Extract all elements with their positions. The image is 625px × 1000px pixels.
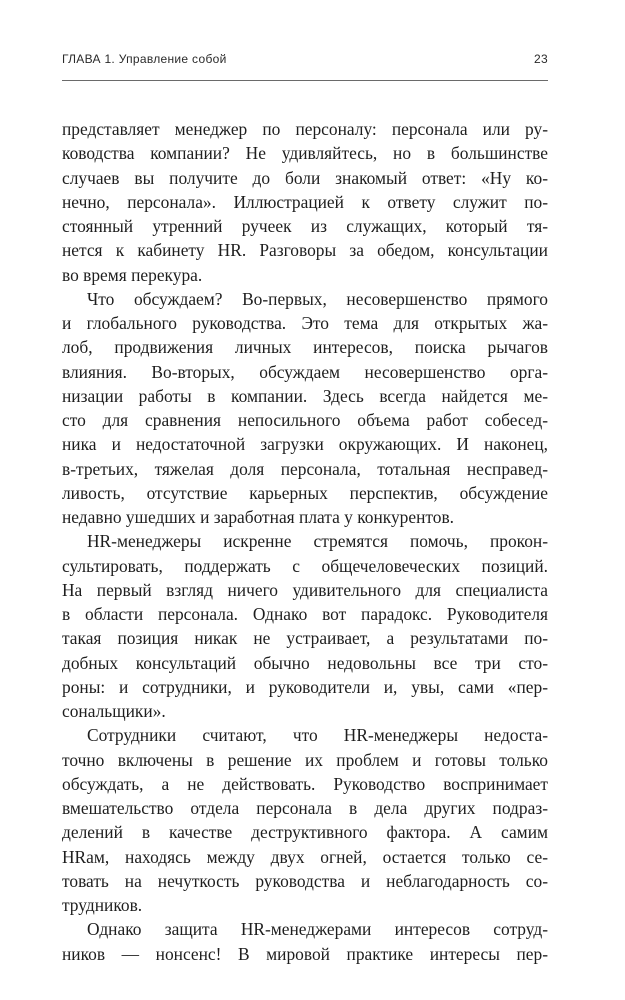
text-line: случаев вы получите до боли знакомый ответ: «Ну ко- xyxy=(62,167,548,188)
text-line: ников — нонсенс! В мировой практике интересы пер- xyxy=(62,943,548,964)
text-line: в области персонала. Однако вот парадокс. Руководителя xyxy=(62,604,548,624)
header-rule xyxy=(62,80,548,81)
text-line: роны: и сотрудники, и руководители и, увы, сами «пер- xyxy=(62,676,548,697)
chapter-title: ГЛАВА 1. Управление собой xyxy=(62,52,227,66)
text-line: ливость, отсутствие карьерных перспектив, обсуждение xyxy=(62,482,548,503)
text-line: нется к кабинету HR. Разговоры за обедом, консультации xyxy=(62,240,548,261)
running-head xyxy=(62,52,548,74)
text-line: такая позиция никак не устраивает, а результатами по- xyxy=(62,628,548,649)
text-line: Сотрудники считают, что HR-менеджеры недоста- xyxy=(87,725,548,746)
text-line: ководства компании? Не удивляйтесь, но в большинстве xyxy=(62,143,548,164)
text-line: точно включены в решение их проблем и готовы только xyxy=(62,749,548,770)
text-line: представляет менеджер по персоналу: персонала или ру- xyxy=(62,119,548,139)
text-line: недавно ушедших и заработная плата у конкурентов. xyxy=(62,507,455,527)
text-line: сультировать, поддержать с общечеловеческих позиций. xyxy=(62,555,548,576)
text-line: Однако защита HR-менеджерами интересов сотруд- xyxy=(87,919,548,940)
text-line: влияния. Во-вторых, обсуждаем несовершенство орга- xyxy=(62,361,548,382)
text-line: товать на нечуткость руководства и неблагодарность со- xyxy=(62,870,548,891)
text-line: лоб, продвижения личных интересов, поиска рычагов xyxy=(62,337,548,358)
text-line: ника и недостаточной загрузки окружающих. И наконец, xyxy=(62,434,548,455)
text-line: нечно, персонала». Иллюстрацией к ответу служит по- xyxy=(62,191,548,212)
text-line: сональщики». xyxy=(62,701,166,721)
text-line: стоянный утренний ручеек из служащих, который тя- xyxy=(62,216,548,236)
text-line: обсуждать, а не действовать. Руководство воспринимает xyxy=(62,773,548,794)
text-line: Что обсуждаем? Во-первых, несовершенство прямого xyxy=(87,288,548,309)
text-line: во время перекура. xyxy=(62,264,203,285)
text-line: делений в качестве деструктивного фактора. А самим xyxy=(62,822,548,843)
text-line: в-третьих, тяжелая доля персонала, тотальная несправед- xyxy=(62,458,548,479)
text-line: добных консультаций обычно недовольны все три сто- xyxy=(62,652,548,673)
text-line: и глобального руководства. Это тема для открытых жа- xyxy=(62,313,548,333)
text-line: вмешательство отдела персонала в дела других подраз- xyxy=(62,798,548,818)
body-text xyxy=(62,117,548,966)
text-line: HRам, находясь между двух огней, остается только се- xyxy=(62,846,548,867)
text-line: На первый взгляд ничего удивительного для специалиста xyxy=(62,579,548,600)
text-line: HR-менеджеры искренне стремятся помочь, прокон- xyxy=(87,531,548,552)
text-line: трудников. xyxy=(62,895,143,915)
text-line: сто для сравнения непосильного объема работ собесед- xyxy=(62,410,548,430)
text-line: низации работы в компании. Здесь всегда найдется ме- xyxy=(62,385,548,406)
page-number: 23 xyxy=(534,52,548,66)
